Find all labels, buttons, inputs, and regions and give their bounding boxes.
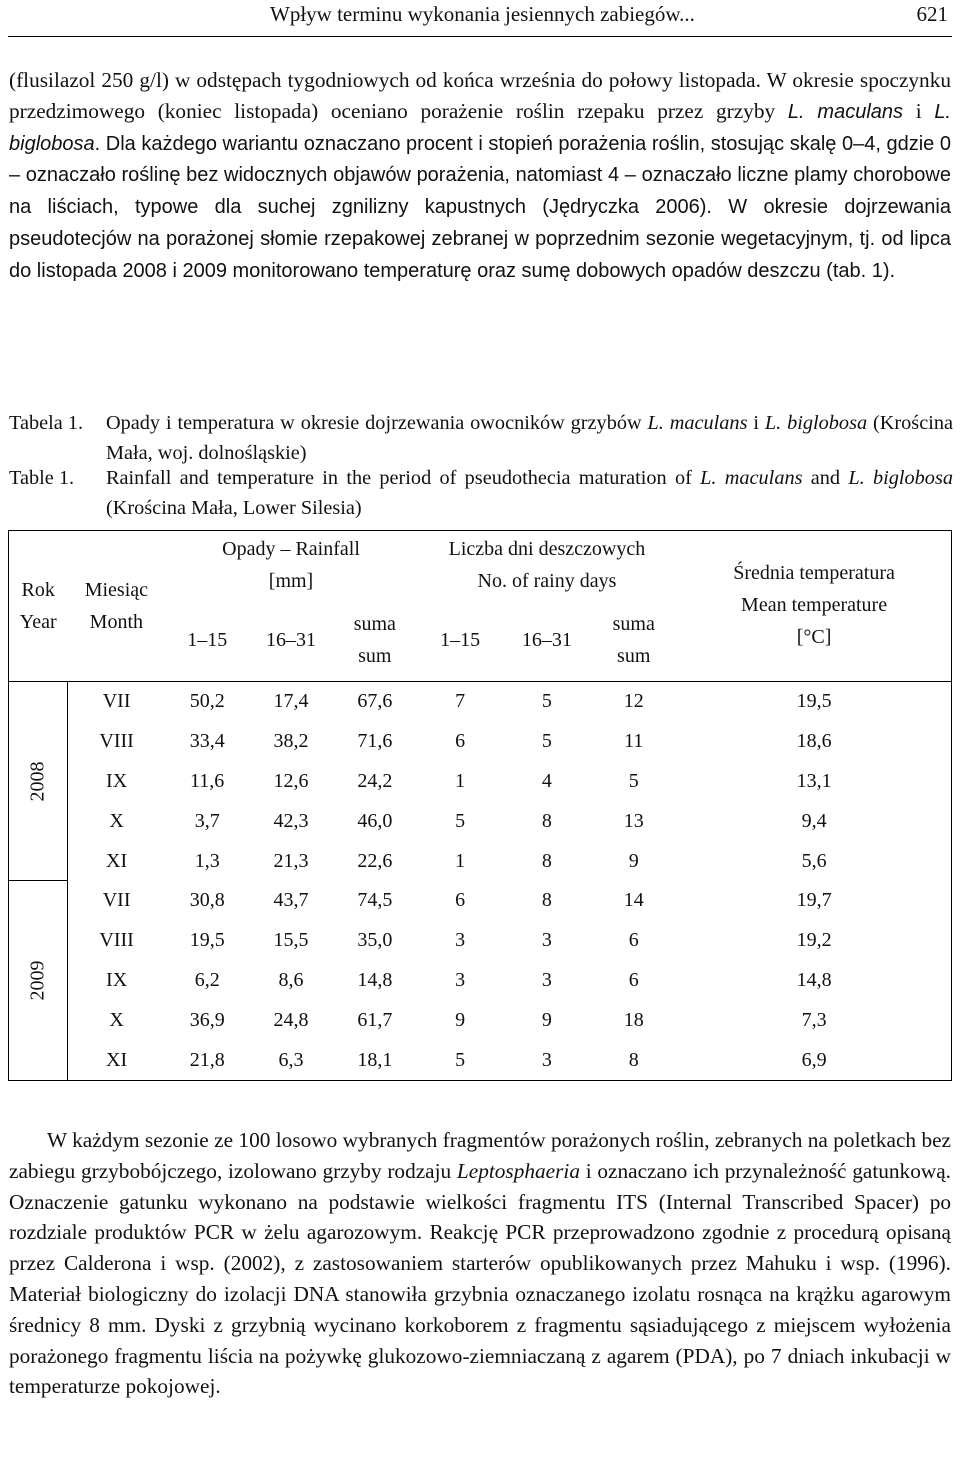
table-cell: 6,9 [801, 1048, 827, 1071]
header-rain-sum [333, 600, 417, 682]
table-cell: 8 [541, 889, 552, 912]
header-rainfall [165, 531, 416, 600]
header-rain-sum-pl: suma [353, 613, 396, 636]
table-row [9, 1000, 952, 1040]
caption-label-en: Table 1. [9, 467, 75, 489]
table-cell: 30,8 [189, 889, 225, 912]
year-label: 2008 [26, 761, 49, 802]
header-temperature [677, 531, 951, 682]
table-cell: 21,3 [273, 849, 309, 872]
header-rainfall-2: [mm] [268, 570, 314, 593]
table-cell: 36,9 [189, 1008, 225, 1031]
table-cell: 5 [455, 809, 466, 832]
table-cell: 5 [455, 1048, 466, 1071]
table-row [9, 682, 952, 722]
table-cell: 35,0 [357, 929, 393, 952]
table-cell: 12 [623, 690, 644, 713]
table-cell: 6 [455, 730, 466, 753]
caption-pl-b: i [747, 412, 765, 434]
cell-month: X [109, 809, 124, 832]
para1-text-c: . Dla każdego wariantu oznaczano procent i stopień porażenia roślin, stosując skalę 0–4, gdzie 0 – oznaczało roślinę bez widocznych objawów porażenia, natomiast 4 – oznaczało liczne plamy chorobowe na liściach, typowe dla suchej zgnilizny kapustnych (Jędryczka 2006). W okresie dojrzewania pseudotecjów na porażonej słomie rzepakowej zebranej w poprzednim sezonie wegetacyjnym, tj. od lipca do listopada 2008 i 2009 monitorowano temperaturę oraz sumę dobowych opadów deszczu (tab. 1). [9, 132, 951, 282]
table-cell: 71,6 [357, 730, 393, 753]
header-month-pl: Miesiąc [84, 579, 148, 601]
table-cell: 42,3 [273, 809, 309, 832]
caption-pl-c: (Krościna Mała, woj. dolnośląskie) [106, 412, 953, 464]
para1-text-b: i [903, 98, 935, 123]
table-cell: 1,3 [194, 849, 220, 872]
header-days-p2: 16–31 [504, 600, 591, 682]
table-cell: 9,4 [801, 809, 827, 832]
table-cell: 21,8 [189, 1048, 225, 1071]
table-cell: 13,1 [796, 769, 832, 792]
caption-en-a: Rainfall and temperature in the period of pseudothecia maturation of [106, 467, 701, 489]
table-cell: 19,5 [796, 690, 832, 713]
table-cell: 19,7 [796, 889, 832, 912]
para1-text-a: (flusilazol 250 g/l) w odstępach tygodniowych od końca września do połowy listopada. W okresie spoczynku przedzimowego (koniec listopada) oceniano porażenie roślin rzepaku przez grzyby [9, 68, 951, 123]
table-cell: 9 [628, 849, 639, 872]
header-days-sum-en: sum [617, 645, 651, 668]
table-cell: 3 [541, 968, 552, 991]
table-cell: 7,3 [801, 1008, 827, 1031]
table-cell: 7 [455, 690, 466, 713]
table-cell: 24,8 [273, 1008, 309, 1031]
table-cell: 5,6 [801, 849, 827, 872]
table-cell: 1 [455, 769, 466, 792]
caption-en-species-1: L. maculans [700, 467, 803, 489]
caption-pl-a: Opady i temperatura w okresie dojrzewania owocników grzybów [106, 412, 648, 434]
running-title: Wpływ terminu wykonania jesiennych zabiegów... [270, 2, 695, 26]
table-row [9, 881, 952, 921]
table-cell: 11 [624, 730, 644, 753]
table-cell: 17,4 [273, 690, 309, 713]
weather-table [8, 530, 952, 1081]
header-rainfall-1: Opady – Rainfall [222, 538, 360, 561]
cell-month: VIII [99, 730, 134, 753]
cell-month: XI [106, 1048, 128, 1071]
caption-en-b: and [802, 467, 849, 489]
table-cell: 3,7 [194, 809, 220, 832]
header-rainy-days-1: Liczba dni deszczowych [448, 538, 646, 561]
table-body [9, 682, 952, 1081]
table-row [9, 921, 952, 961]
table-cell: 33,4 [189, 730, 225, 753]
cell-month: VII [102, 690, 131, 713]
table-cell: 19,2 [796, 929, 832, 952]
header-rainy-days-2: No. of rainy days [477, 570, 617, 593]
header-rain-p1: 1–15 [165, 600, 249, 682]
table-cell: 6 [628, 929, 639, 952]
table-cell: 5 [628, 769, 639, 792]
table-row [9, 841, 952, 881]
table-cell: 15,5 [273, 929, 309, 952]
table-cell: 46,0 [357, 809, 393, 832]
table-cell: 50,2 [189, 690, 225, 713]
table-row [9, 722, 952, 762]
table-cell: 18 [623, 1008, 644, 1031]
table-cell: 43,7 [273, 889, 309, 912]
table-cell: 6,2 [194, 968, 220, 991]
table-cell: 13 [623, 809, 644, 832]
table-header-row-1 [9, 531, 952, 600]
table-cell: 6,3 [278, 1048, 304, 1071]
caption-en-c: (Krościna Mała, Lower Silesia) [106, 497, 362, 519]
table-cell: 14 [623, 889, 644, 912]
table-row [9, 762, 952, 802]
cell-month: XI [106, 849, 128, 872]
header-temperature-1: Średnia temperatura [733, 562, 895, 584]
table-cell: 11,6 [190, 769, 225, 792]
paragraph-methods-2 [9, 1125, 951, 1402]
table-cell: 67,6 [357, 690, 393, 713]
table-cell: 61,7 [357, 1008, 393, 1031]
table-cell: 4 [541, 769, 552, 792]
table-cell: 14,8 [357, 968, 393, 991]
table-cell: 8 [541, 809, 552, 832]
year-cell-2009 [9, 881, 68, 1080]
cell-month: X [109, 1008, 124, 1031]
table-cell: 8,6 [278, 968, 304, 991]
table-cell: 24,2 [357, 769, 393, 792]
para2-text-a: W każdym sezonie ze 100 losowo wybranych fragmentów porażonych roślin, zebranych na poletkach bez zabiegu grzybobójczego, izolowano grzyby rodzaju [9, 1128, 951, 1183]
table-cell: 3 [541, 1048, 552, 1071]
header-rainy-days [417, 531, 677, 600]
table-row [9, 961, 952, 1001]
header-temperature-2: Mean temperature [741, 594, 888, 616]
year-label: 2009 [26, 960, 49, 1001]
cell-month: VIII [99, 929, 134, 952]
para2-text-b: i oznaczano ich przynależność gatunkową. Oznaczenie gatunku wykonano na podstawie wielkości fragmentu ITS (Internal Transcribed Spacer) po rozdziale produktów PCR w żelu agarozowym. Reakcję PCR przeprowadzono zgodnie z procedurą opisaną przez Calderona i wsp. (2002), z zastosowaniem starterów opublikowanych przez Mahuku i wsp. (1996). Materiał biologiczny do izolacji DNA stanowiła grzybnia oznaczanego izolatu rosnąca na krążku agarowym średnicy 8 mm. Dyski z grzybnią wycinano korkoborem z fragmentu sąsiadującego z miejscem wyłożenia porażonego fragmentu liścia na pożywkę glukozowo-ziemniaczaną z agarem (PDA), po 7 dniach inkubacji w temperaturze pokojowej. [9, 1158, 951, 1399]
caption-text-pl [106, 408, 953, 468]
caption-text-en [106, 463, 953, 523]
table-cell: 6 [455, 889, 466, 912]
caption-label-pl: Tabela 1. [9, 412, 84, 434]
table-row [9, 801, 952, 841]
genus-leptosphaeria: Leptosphaeria [456, 1158, 580, 1183]
cell-month: IX [106, 769, 128, 792]
caption-pl-species-2: L. biglobosa [764, 412, 868, 434]
header-rain-sum-en: sum [358, 645, 392, 668]
header-days-p1: 1–15 [417, 600, 504, 682]
table-cell: 5 [541, 730, 552, 753]
page-number: 621 [916, 2, 948, 26]
caption-en-species-2: L. biglobosa [848, 467, 953, 489]
caption-pl-species-1: L. maculans [647, 412, 748, 434]
table-row [9, 1040, 952, 1080]
table-cell: 18,6 [796, 730, 832, 753]
header-year-en: Year [19, 611, 57, 633]
header-temperature-3: [°C] [796, 626, 832, 648]
table-cell: 3 [455, 929, 466, 952]
header-days-sum-pl: suma [612, 613, 655, 636]
running-header [8, 0, 952, 37]
table-cell: 6 [628, 968, 639, 991]
table-cell: 8 [628, 1048, 639, 1071]
paragraph-methods-1 [9, 65, 951, 287]
table-cell: 1 [455, 849, 466, 872]
table-cell: 19,5 [189, 929, 225, 952]
table-cell: 9 [455, 1008, 466, 1031]
species-l-maculans: L. maculans [787, 100, 904, 123]
table-cell: 3 [455, 968, 466, 991]
table-cell: 12,6 [273, 769, 309, 792]
table-cell: 14,8 [796, 968, 832, 991]
header-year [9, 531, 68, 682]
header-days-sum [590, 600, 677, 682]
cell-month: VII [102, 889, 131, 912]
header-month-en: Month [89, 611, 144, 633]
table-cell: 3 [541, 929, 552, 952]
header-rain-p2: 16–31 [249, 600, 333, 682]
species-l-biglobosa: L. biglobosa [9, 100, 951, 155]
year-cell-2008 [9, 682, 68, 881]
header-year-pl: Rok [21, 579, 55, 601]
table-cell: 38,2 [273, 730, 309, 753]
table-cell: 74,5 [357, 889, 393, 912]
table-cell: 9 [541, 1008, 552, 1031]
cell-month: IX [106, 968, 128, 991]
table-cell: 18,1 [357, 1048, 393, 1071]
table-cell: 5 [541, 690, 552, 713]
header-month [67, 531, 165, 682]
table-cell: 8 [541, 849, 552, 872]
table-cell: 22,6 [357, 849, 393, 872]
